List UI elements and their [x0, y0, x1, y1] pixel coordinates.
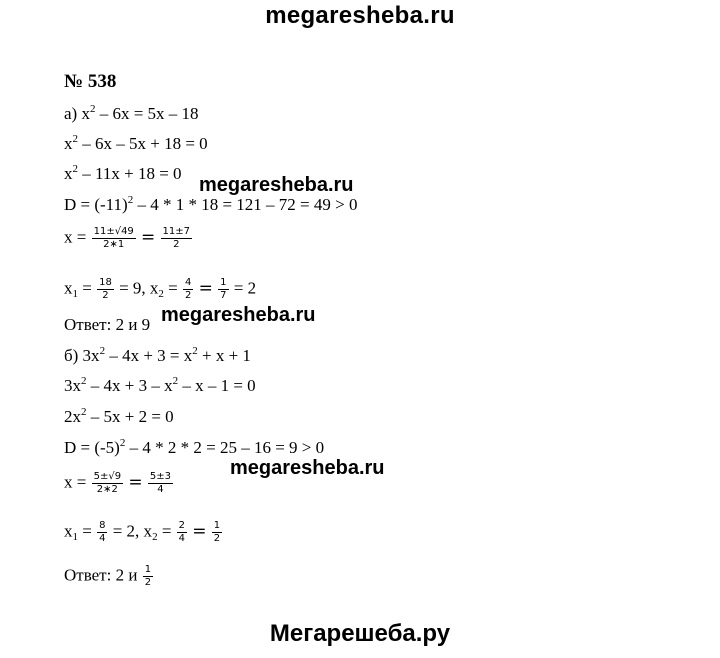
a-answer: Ответ: 2 и 9	[64, 315, 151, 334]
site-footer[interactable]: Мегарешеба.ру	[269, 620, 451, 647]
a-discriminant: $D = (-11)^2 - 4 * 1 * 18 = 121 - 72 = 49 > 0$	[64, 194, 358, 214]
a-roots: $x_1$ = $\frac{18}{2}$ = 9, $x_2$ = $\frac{4}{2}$ = $\frac{1}{7}$ = 2	[64, 277, 257, 301]
b-answer: Ответ: 2 и $\frac{1}{2}$	[64, 564, 152, 588]
a-line-3: $x^2 - 11x + 18 = 0$	[64, 163, 182, 183]
b-discriminant: $D = (-5)^2 - 4 * 2 * 2 = 25 - 16 = 9 > 0$	[64, 437, 325, 457]
site-header[interactable]: megaresheba.ru	[265, 2, 455, 29]
problem-number: № 538	[64, 71, 117, 92]
b-root-formula: x = $\frac{5\pm√9}{2∗2}$ = $\frac{5\pm 3}{4}$	[64, 471, 171, 495]
watermark: megaresheba.ru	[161, 304, 316, 326]
b-line-3: $2x^2 - 5x + 2 = 0$	[64, 406, 174, 426]
a-line-2: $x^2 - 6x - 5x + 18 = 0$	[64, 133, 208, 153]
b-roots: $x_1$ = $\frac{8}{4}$ = 2, $x_2$ = $\frac{2}{4}$ = $\frac{1}{2}$	[64, 520, 221, 544]
a-root-formula: x = $\frac{11\pm√49}{2∗1}$ = $\frac{11\pm 7}{2}$	[64, 226, 191, 250]
b-line-1: б) $3x^2 - 4x + 3 = x^2 + x + 1$	[64, 345, 251, 365]
watermark: megaresheba.ru	[199, 174, 354, 196]
a-line-1: а) $x^2 - 6x = 5x - 18$	[64, 103, 199, 123]
watermark: megaresheba.ru	[230, 457, 385, 479]
b-line-2: $3x^2 - 4x + 3 - x^2 - x - 1 = 0$	[64, 375, 256, 395]
